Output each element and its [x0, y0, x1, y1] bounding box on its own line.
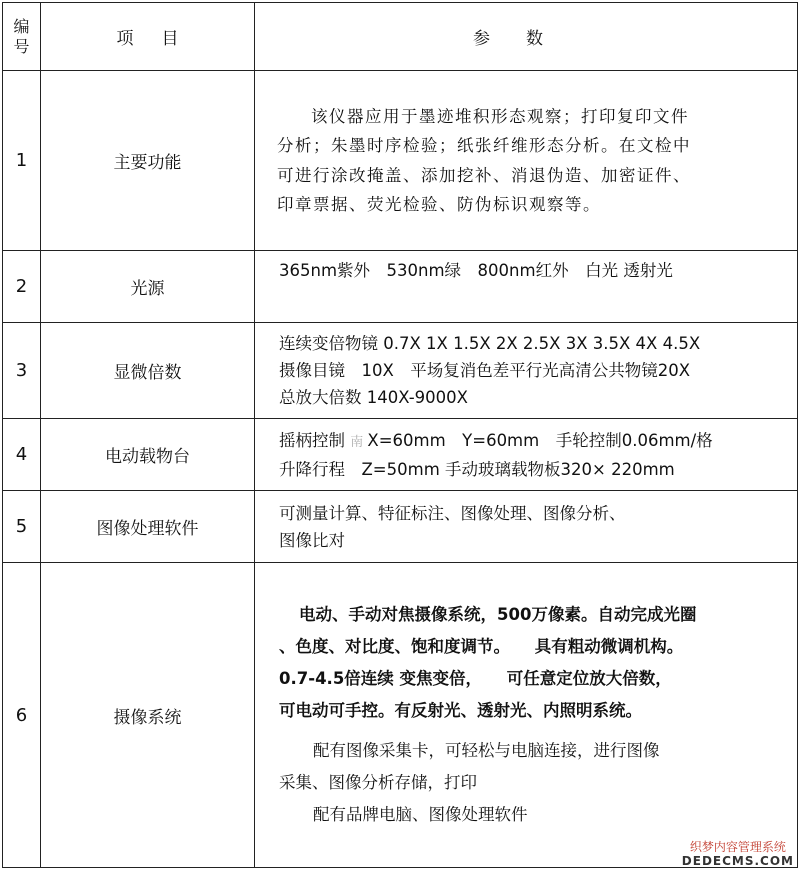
watermark: [682, 840, 794, 868]
row-params: [255, 71, 798, 251]
param-line: 可测量计算、特征标注、图像处理、图像分析、: [279, 503, 626, 523]
row-no: 4: [3, 419, 41, 491]
row-no: 5: [3, 491, 41, 563]
header-item: 项目: [41, 3, 255, 71]
row-no: 2: [3, 251, 41, 323]
param-line: 总放大倍数 140X-9000X: [279, 388, 468, 407]
header-no-line1: 编: [13, 16, 30, 36]
header-param: 参数: [255, 3, 798, 71]
table-row: [3, 563, 798, 868]
row-params: [255, 251, 798, 323]
row-params: [255, 563, 798, 868]
header-no: [3, 3, 41, 71]
table-row: [3, 491, 798, 563]
row-params: [255, 323, 798, 419]
param-line: 0.7-4.5倍连续 变焦变倍， 可任意定位放大倍数，: [279, 669, 672, 688]
param-text: 摇柄控制: [279, 430, 351, 450]
table-row: [3, 419, 798, 491]
param-line: 采集、图像分析存储，打印: [279, 773, 477, 792]
param-line: 配有品牌电脑、图像处理软件: [313, 805, 528, 824]
param-line: 电动、手动对焦摄像系统，500万像素。自动完成光圈: [299, 605, 697, 624]
param-line: 升降行程 Z=50mm 手动玻璃载物板320× 220mm: [279, 459, 675, 479]
param-line: 配有图像采集卡，可轻松与电脑连接，进行图像: [313, 741, 660, 760]
watermark-line2: DEDECMS.COM: [681, 854, 794, 868]
row-item: 光源: [41, 251, 255, 323]
param-line: [279, 427, 787, 456]
row-params: [255, 491, 798, 563]
table-row: [3, 323, 798, 419]
param-line: 可电动可手控。有反射光、透射光、内照明系统。: [279, 701, 642, 720]
row-no: 6: [3, 563, 41, 868]
row-item: 摄像系统: [41, 563, 255, 868]
row-item: 主要功能: [41, 71, 255, 251]
param-line: 该仪器应用于墨迹堆积形态观察；打印复印文件: [311, 106, 689, 126]
watermark-line1: 织梦内容管理系统: [689, 840, 786, 854]
table-row: [3, 251, 798, 323]
spec-table: [2, 2, 798, 868]
header-row: [3, 3, 798, 71]
inline-watermark: 南: [350, 434, 368, 450]
header-no-line2: 号: [13, 36, 30, 56]
param-line: 分析；朱墨时序检验；纸张纤维形态分析。在文检中: [277, 136, 691, 155]
param-text: X=60mm Y=60mm 手轮控制0.06mm/格: [367, 430, 713, 450]
row-no: 1: [3, 71, 41, 251]
row-params: [255, 419, 798, 491]
row-item: 图像处理软件: [41, 491, 255, 563]
param-line: 印章票据、荧光检验、防伪标识观察等。: [277, 195, 601, 214]
param-line: 、色度、对比度、饱和度调节。 具有粗动微调机构。: [279, 637, 684, 656]
param-line: 连续变倍物镜 0.7X 1X 1.5X 2X 2.5X 3X 3.5X 4X 4.5X: [279, 334, 701, 353]
row-item: 电动载物台: [41, 419, 255, 491]
row-item: 显微倍数: [41, 323, 255, 419]
param-line: 图像比对: [279, 530, 345, 550]
table-row: [3, 71, 798, 251]
row-no: 3: [3, 323, 41, 419]
param-line: 摄像目镜 10X 平场复消色差平行光高清公共物镜20X: [279, 361, 691, 380]
param-line: 365nm紫外 530nm绿 800nm红外 白光 透射光: [279, 261, 673, 280]
param-line: 可进行涂改掩盖、添加挖补、消退伪造、加密证件、: [277, 165, 691, 185]
